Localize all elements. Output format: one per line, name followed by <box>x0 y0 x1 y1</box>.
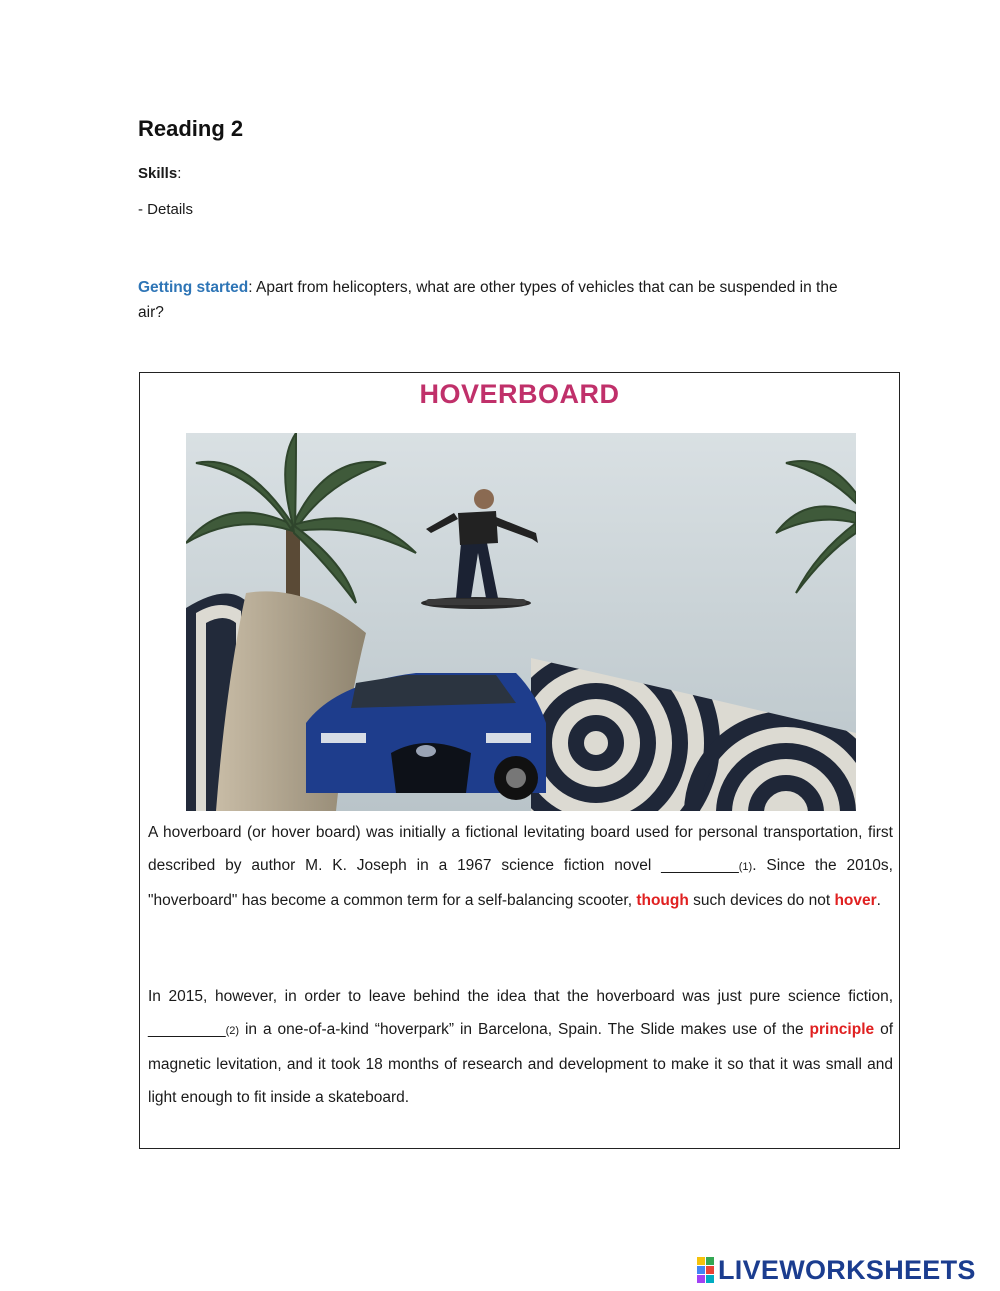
p2-text-a: In 2015, however, in order to leave behind the idea that the hoverboard was just pure science fiction, _________ <box>148 988 893 1038</box>
getting-started-label: Getting started <box>138 279 249 296</box>
getting-started-text: : Apart from helicopters, what are other types of vehicles that can be suspended in the air? <box>138 279 838 321</box>
p1-text-c: such devices do not <box>688 892 835 909</box>
paragraph-2 <box>148 980 893 1114</box>
article-box <box>139 372 900 1149</box>
skills-colon: : <box>177 165 182 182</box>
article-title: HOVERBOARD <box>419 379 620 409</box>
skill-item-details: - Details <box>138 201 194 218</box>
paragraph-1 <box>148 816 893 917</box>
blank-number-2: (2) <box>225 1025 240 1037</box>
keyword-principle: principle <box>809 1021 875 1038</box>
keyword-hover: hover <box>834 892 877 909</box>
p1-text-d: . <box>876 892 881 909</box>
p1-text-b: . Since the 2010s, "hoverboard" has become a common term for a self-balancing scooter, <box>148 857 893 909</box>
skills-line <box>138 165 181 182</box>
page-title: Reading 2 <box>138 116 244 141</box>
p1-text-a: A hoverboard (or hover board) was initially a fictional levitating board used for personal transportation, first described by author M. K. Joseph in a 1967 science fiction novel _________ <box>148 824 893 874</box>
logo-blocks-icon <box>697 1257 714 1283</box>
getting-started-prompt <box>138 275 858 325</box>
skills-label: Skills <box>138 165 178 182</box>
keyword-though: though <box>636 892 689 909</box>
hoverboard-photo <box>186 433 856 811</box>
logo-text: LIVEWORKSHEETS <box>718 1254 976 1285</box>
liveworksheets-logo <box>697 1255 976 1285</box>
p2-text-c: of magnetic levitation, and it took 18 months of research and development to make it so that it was small and light enough to fit inside a skateboard. <box>148 1021 894 1106</box>
blank-number-1: (1) <box>738 861 753 873</box>
p2-text-b: in a one-of-a-kind “hoverpark” in Barcelona, Spain. The Slide makes use of the <box>239 1021 810 1038</box>
